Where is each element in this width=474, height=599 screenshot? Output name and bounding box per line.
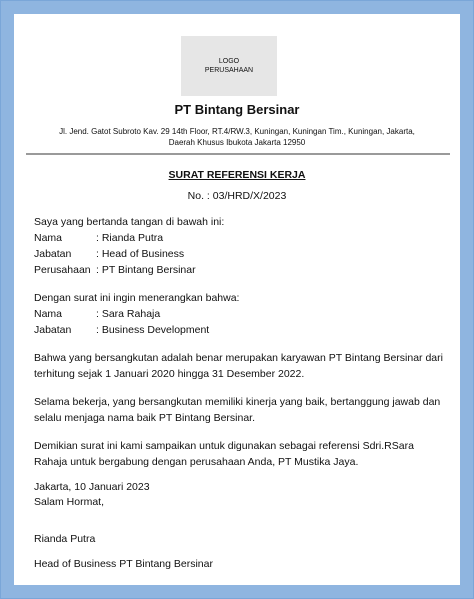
employee-position-label: Jabatan [34, 324, 72, 336]
employee-details [34, 306, 209, 338]
signer-name-label: Nama [34, 232, 63, 244]
signer-name-row [34, 230, 196, 246]
closing-paragraph: Demikian surat ini kami sampaikan untuk digunakan sebagai referensi Sdri.RSara Rahaja untuk bergabung dengan perusahaan Anda, PT Mustika Jaya. [34, 440, 414, 468]
letter-number: No. : 03/HRD/X/2023 [187, 190, 287, 202]
closing-block [34, 480, 150, 510]
signer-title-signature: Head of Business PT Bintang Bersinar [34, 558, 213, 570]
letter-page [14, 14, 460, 585]
letterhead-divider [26, 153, 450, 155]
logo-text-line2: PERUSAHAAN [204, 67, 254, 74]
employee-name-row [34, 306, 209, 322]
logo-text-line1: LOGO [218, 58, 240, 65]
signer-details [34, 230, 196, 278]
signer-company-label: Perusahaan [34, 264, 91, 276]
signer-position-row [34, 246, 196, 262]
signer-company-row [34, 262, 196, 278]
signer-position-label: Jabatan [34, 248, 72, 260]
employment-period-paragraph: Bahwa yang bersangkutan adalah benar merupakan karyawan PT Bintang Bersinar dari terhitung sejak 1 Januari 2020 hingga 31 Desember 2022. [34, 352, 443, 380]
letter-title: SURAT REFERENSI KERJA [168, 169, 306, 181]
employee-name-value: : Sara Rahaja [96, 308, 161, 320]
performance-paragraph: Selama bekerja, yang bersangkutan memiliki kinerja yang baik, bertanggung jawab dan selalu menjaga nama baik PT Bintang Bersinar. [34, 396, 441, 424]
place-date: Jakarta, 10 Januari 2023 [34, 481, 150, 493]
intro-employee-text: Dengan surat ini ingin menerangkan bahwa: [34, 292, 240, 304]
salutation: Salam Hormat, [34, 496, 105, 508]
company-address [30, 126, 444, 148]
address-line-1: Jl. Jend. Gatot Subroto Kav. 29 14th Floor, RT.4/RW.3, Kuningan, Kuningan Tim., Kuningan, Jakarta, [59, 127, 415, 136]
employee-position-row [34, 322, 209, 338]
signer-position-value: : Head of Business [96, 248, 185, 260]
signer-company-value: : PT Bintang Bersinar [96, 264, 196, 276]
company-name: PT Bintang Bersinar [174, 102, 300, 117]
signer-name-signature: Rianda Putra [34, 533, 96, 545]
employee-name-label: Nama [34, 308, 63, 320]
intro-signer-text: Saya yang bertanda tangan di bawah ini: [34, 216, 225, 228]
address-line-2: Daerah Khusus Ibukota Jakarta 12950 [168, 138, 306, 147]
employee-position-value: : Business Development [96, 324, 210, 336]
signer-name-value: : Rianda Putra [96, 232, 164, 244]
company-logo-placeholder [181, 36, 277, 96]
